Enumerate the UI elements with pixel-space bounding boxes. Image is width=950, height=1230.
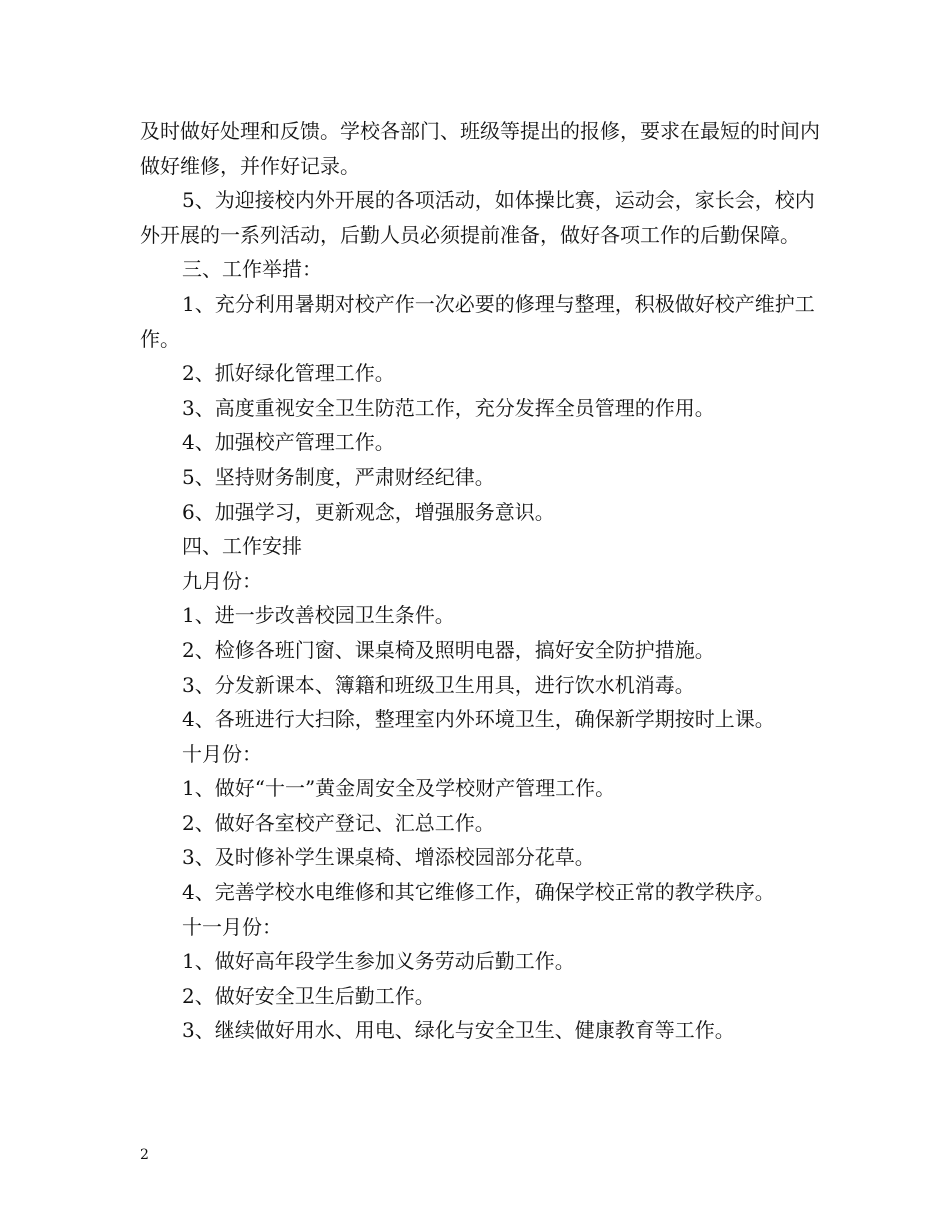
schedule-item: 3、继续做好用水、用电、绿化与安全卫生、健康教育等工作。 — [182, 1018, 735, 1043]
document-body — [140, 114, 830, 1048]
schedule-item: 1、做好高年段学生参加义务劳动后勤工作。 — [182, 949, 575, 974]
measure-item: 2、抓好绿化管理工作。 — [182, 361, 395, 386]
month-heading-november: 十一月份： — [182, 914, 282, 939]
measure-item: 6、加强学习，更新观念，增强服务意识。 — [182, 499, 555, 524]
schedule-item: 4、各班进行大扫除，整理室内外环境卫生，确保新学期按时上课。 — [182, 707, 775, 732]
measure-item: 3、高度重视安全卫生防范工作，充分发挥全员管理的作用。 — [182, 395, 715, 420]
month-heading-september: 九月份： — [182, 568, 262, 593]
page-number: 2 — [140, 1147, 149, 1163]
paragraph-continuation: 及时做好处理和反馈。学校各部门、班级等提出的报修，要求在最短的时间内做好维修，并作好记录。 — [140, 119, 820, 178]
schedule-item: 3、及时修补学生课桌椅、增添校园部分花草。 — [182, 845, 595, 870]
schedule-item: 2、检修各班门窗、课桌椅及照明电器，搞好安全防护措施。 — [182, 637, 715, 662]
measure-item: 4、加强校产管理工作。 — [182, 430, 395, 455]
schedule-item: 1、做好“十一”黄金周安全及学校财产管理工作。 — [182, 776, 616, 801]
month-heading-october: 十月份： — [182, 741, 262, 766]
measure-item: 5、坚持财务制度，严肃财经纪律。 — [182, 464, 495, 489]
schedule-item: 2、做好安全卫生后勤工作。 — [182, 983, 435, 1008]
schedule-item: 1、进一步改善校园卫生条件。 — [182, 603, 455, 628]
section-heading-schedule: 四、工作安排 — [182, 534, 302, 559]
section-heading-measures: 三、工作举措： — [182, 257, 322, 282]
schedule-item: 3、分发新课本、簿籍和班级卫生用具，进行饮水机消毒。 — [182, 672, 695, 697]
paragraph-item-5-activities: 5、为迎接校内外开展的各项活动，如体操比赛，运动会，家长会，校内外开展的一系列活动，后勤人员必须提前准备，做好各项工作的后勤保障。 — [140, 188, 815, 247]
measure-item: 1、充分利用暑期对校产作一次必要的修理与整理，积极做好校产维护工作。 — [140, 291, 815, 351]
schedule-item: 2、做好各室校产登记、汇总工作。 — [182, 810, 495, 835]
schedule-item: 4、完善学校水电维修和其它维修工作，确保学校正常的教学秩序。 — [182, 880, 775, 905]
